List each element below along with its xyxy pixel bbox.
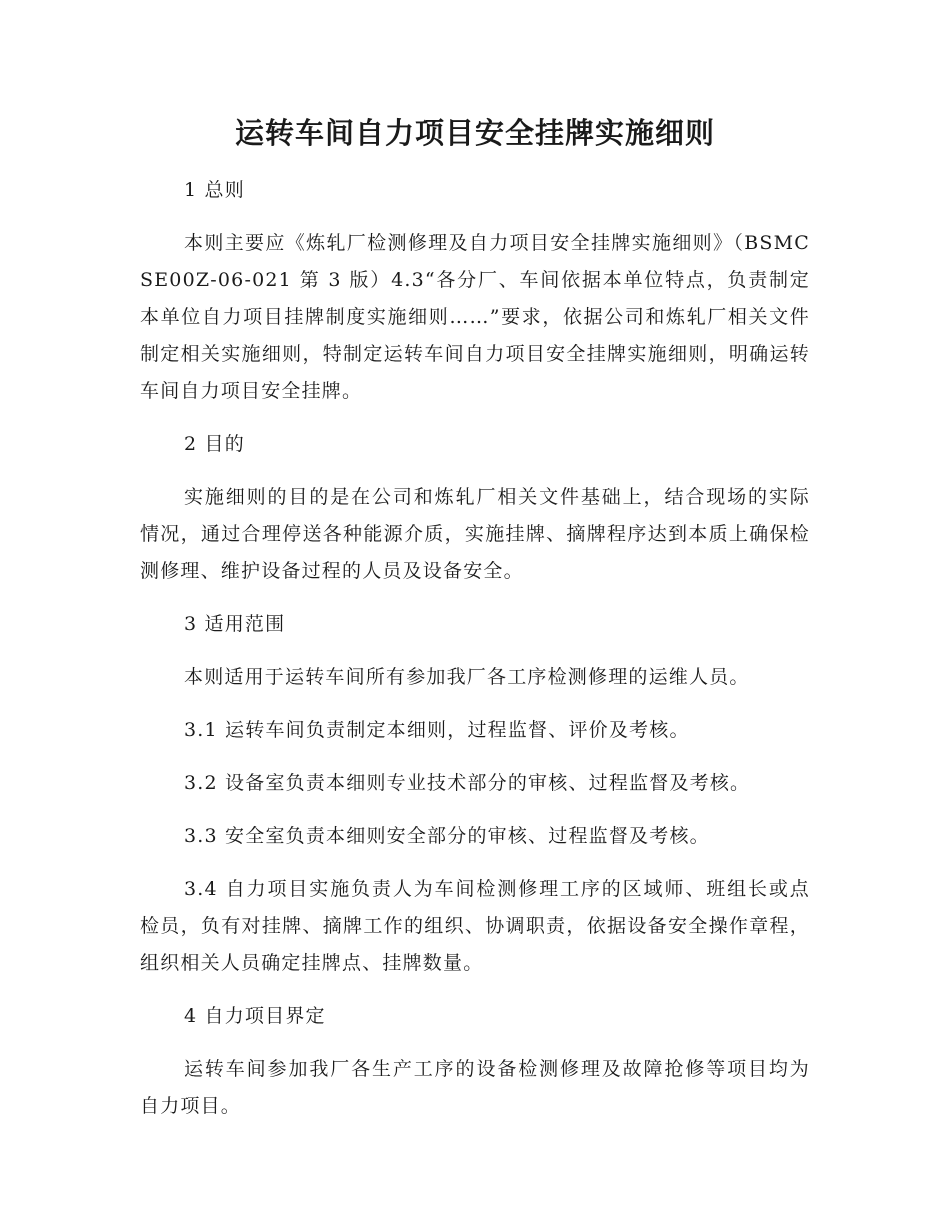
paragraph-scope-3-4: 3.4 自力项目实施负责人为车间检测修理工序的区域师、班组长或点检员，负有对挂牌、摘牌工作的组织、协调职责，依据设备安全操作章程，组织相关人员确定挂牌点、挂牌数量。 xyxy=(140,878,810,974)
document-title: 运转车间自力项目安全挂牌实施细则 xyxy=(234,116,715,150)
section-heading-purpose: 2 目的 xyxy=(184,433,245,455)
section-heading-general: 1 总则 xyxy=(184,179,245,201)
paragraph-scope-3-1: 3.1 运转车间负责制定本细则，过程监督、评价及考核。 xyxy=(184,719,690,741)
paragraph-scope: 本则适用于运转车间所有参加我厂各工序检测修理的运维人员。 xyxy=(184,666,750,688)
section-heading-definition: 4 自力项目界定 xyxy=(184,1005,326,1027)
paragraph-scope-3-2: 3.2 设备室负责本细则专业技术部分的审核、过程监督及考核。 xyxy=(184,772,751,794)
paragraph-purpose: 实施细则的目的是在公司和炼轧厂相关文件基础上，结合现场的实际情况，通过合理停送各种能源介质，实施挂牌、摘牌程序达到本质上确保检测修理、维护设备过程的人员及设备安全。 xyxy=(140,486,810,582)
paragraph-definition: 运转车间参加我厂各生产工序的设备检测修理及故障抢修等项目均为自力项目。 xyxy=(140,1058,810,1117)
section-heading-scope: 3 适用范围 xyxy=(184,613,286,635)
paragraph-general: 本则主要应《炼轧厂检测修理及自力项目安全挂牌实施细则》（BSMCSE00Z-06-021 第 3 版）4.3“各分厂、车间依据本单位特点，负责制定本单位自力项目挂牌制度实施细则……”要求，依据公司和炼轧厂相关文件制定相关实施细则，特制定运转车间自力项目安全挂牌实施细则，明确运转车间自力项目安全挂牌。 xyxy=(140,232,810,402)
paragraph-scope-3-3: 3.3 安全室负责本细则安全部分的审核、过程监督及考核。 xyxy=(184,825,710,847)
